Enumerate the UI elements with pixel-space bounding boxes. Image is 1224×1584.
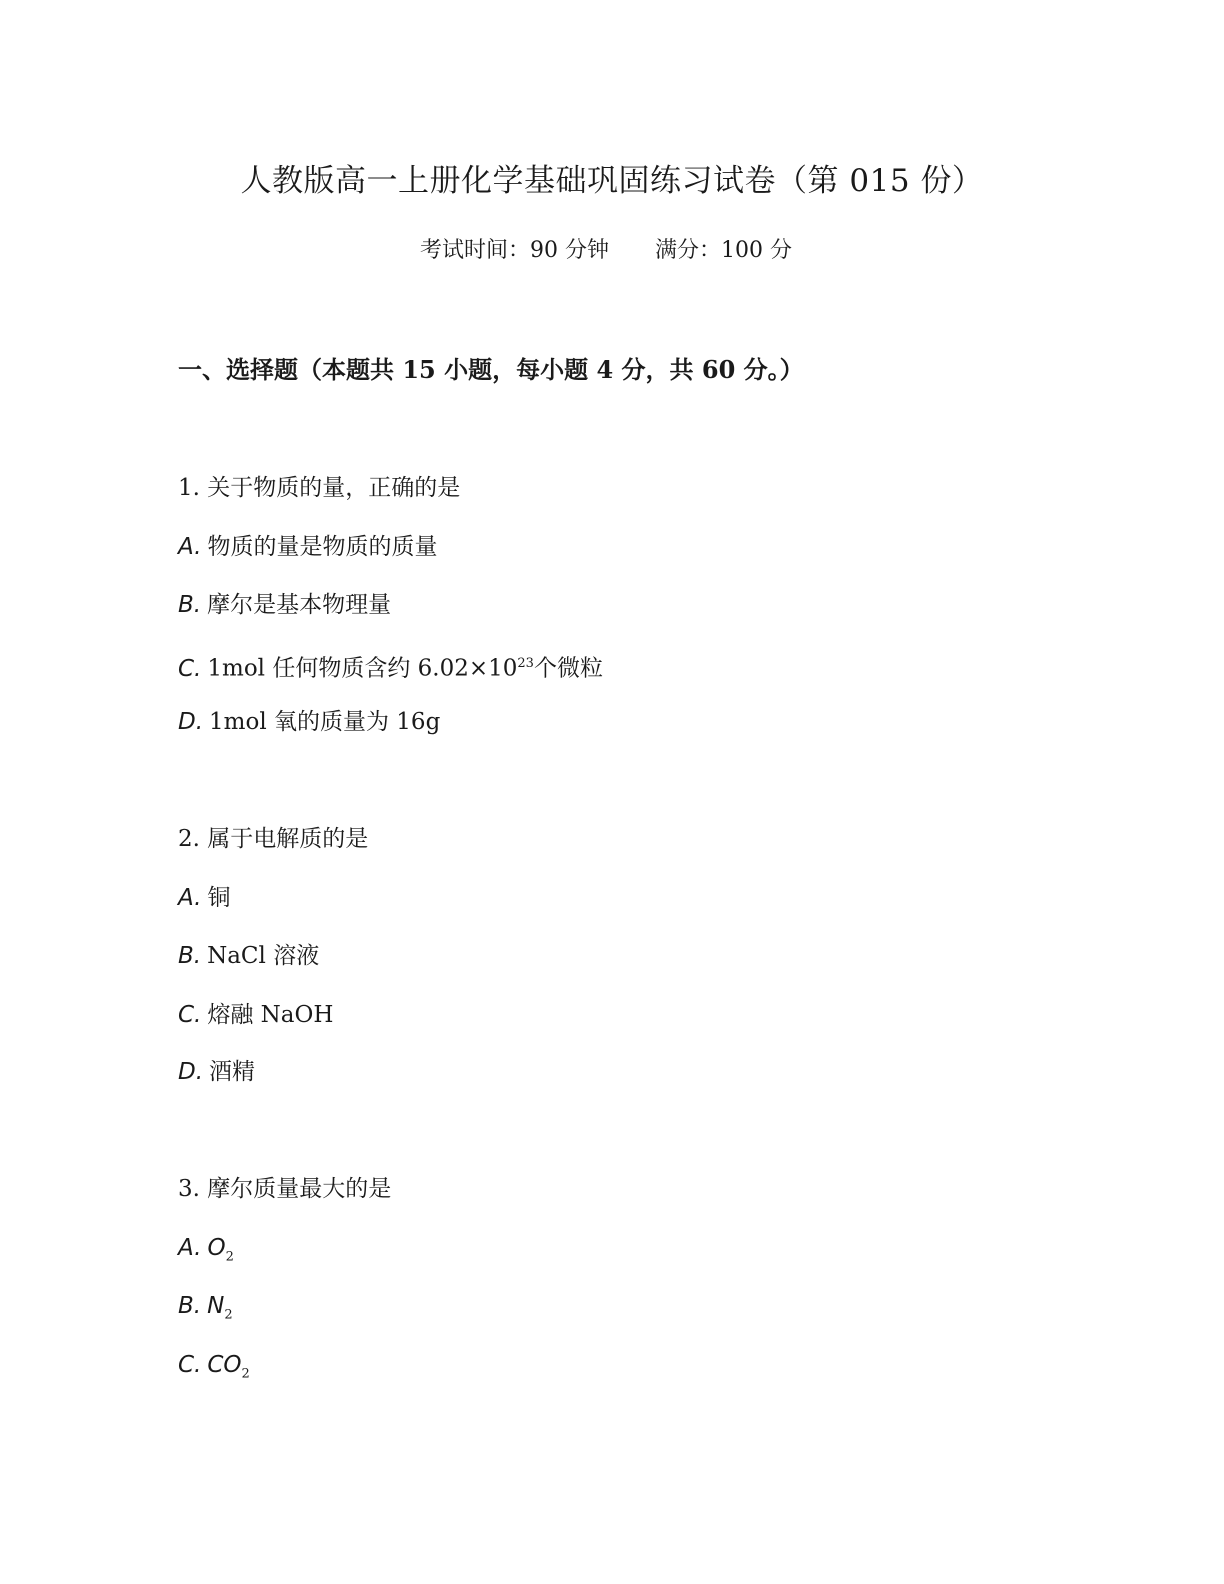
option-label: B.: [178, 1293, 202, 1319]
option-text: 酒精: [209, 1059, 256, 1085]
option-text: 铜: [207, 885, 231, 911]
question-1-option-d: [178, 704, 440, 740]
question-1-option-b: [178, 587, 391, 623]
option-label: C.: [178, 1352, 202, 1378]
option-label: A.: [178, 534, 202, 560]
question-3-option-c: [178, 1347, 250, 1393]
option-text: NaCl 溶液: [207, 943, 320, 969]
question-3-option-b: [178, 1288, 233, 1334]
option-text: N: [207, 1293, 225, 1319]
option-subscript: 2: [225, 1249, 234, 1265]
option-label: C.: [178, 655, 202, 682]
exam-full-score: 满分：100 分: [655, 238, 792, 263]
option-label: D.: [178, 1059, 204, 1085]
question-1-option-a: [178, 529, 437, 565]
option-label: B.: [178, 943, 202, 969]
option-superscript: 23: [517, 656, 534, 671]
option-text: 1mol 氧的质量为 16g: [209, 709, 441, 735]
option-text-after: 个微粒: [533, 655, 603, 682]
option-text: 摩尔是基本物理量: [207, 592, 392, 618]
question-stem-2: 2. 属于电解质的是: [178, 826, 369, 852]
option-text: O: [207, 1235, 226, 1261]
question-2-option-c: [178, 997, 333, 1033]
option-label: D.: [178, 709, 204, 735]
section-heading-choice: 一、选择题（本题共 15 小题，每小题 4 分，共 60 分。）: [178, 355, 804, 384]
option-text: 熔融 NaOH: [207, 1002, 334, 1028]
question-2-option-b: [178, 938, 319, 974]
question-2-option-a: [178, 880, 230, 916]
question-3-option-a: [178, 1230, 234, 1276]
option-text: 1mol 任何物质含约 6.02×10: [207, 655, 518, 682]
exam-time: 考试时间：90 分钟: [420, 238, 609, 263]
option-label: C.: [178, 1002, 202, 1028]
option-subscript: 2: [224, 1307, 233, 1323]
option-label: A.: [178, 1235, 202, 1261]
question-stem-3: 3. 摩尔质量最大的是: [178, 1176, 392, 1202]
option-text: CO: [207, 1352, 242, 1378]
exam-info: [0, 233, 1212, 269]
question-stem-1: 1. 关于物质的量，正确的是: [178, 475, 461, 501]
question-1-option-c: [178, 646, 603, 687]
option-subscript: 2: [241, 1366, 250, 1382]
question-2-option-d: [178, 1054, 255, 1090]
exam-title: 人教版高一上册化学基础巩固练习试卷（第 015 份）: [240, 163, 984, 199]
option-label: A.: [178, 885, 202, 911]
option-label: B.: [178, 592, 202, 618]
option-text: 物质的量是物质的质量: [207, 534, 438, 560]
